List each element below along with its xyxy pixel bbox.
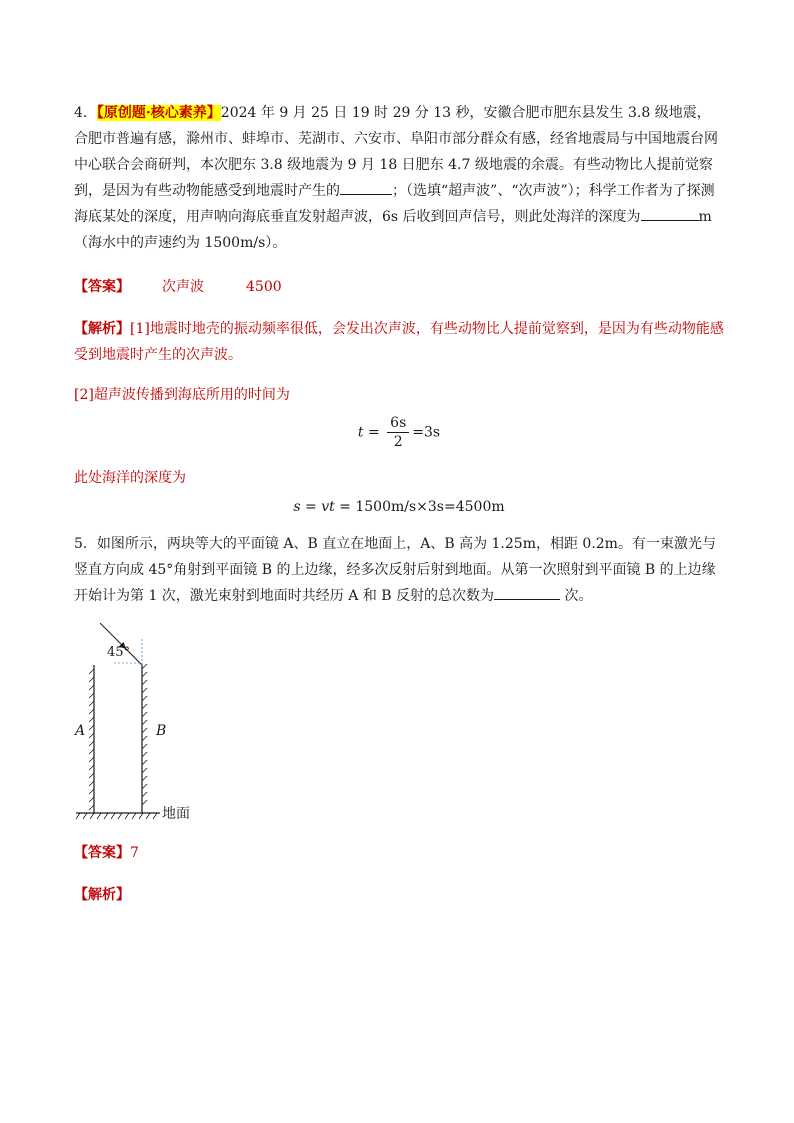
question-4-tag: 【原创题·核心素养】	[96, 105, 221, 121]
mirror-b-hatching	[142, 664, 147, 805]
mirror-diagram	[74, 623, 214, 828]
fraction-denominator: 2	[393, 434, 403, 450]
mirror-figure	[74, 623, 214, 828]
question-5-analysis	[74, 882, 724, 908]
formula-depth-variable: s	[293, 499, 301, 515]
formula-time-equals: =	[363, 424, 385, 441]
question-5-answer	[74, 842, 724, 862]
mirror-a-hatching	[89, 669, 94, 810]
answer-blank-2	[641, 204, 699, 221]
question-4-text-part1: 2024 年 9 月 25 日 19 时 29 分 13 秒，安徽合肥市肥东县发生 3.8 级地震，合肥市普遍有感，滁州市、蚌埠市、芜湖市、六安市、阜阳市部分群众有感，经省地震局与中国地震台网中心联合会商研判，本次肥东 3.8 级地震为 9 月 18 日肥东 4.7 级地震的余震。有些动物比人提前觉察到，是因为有些动物能感受到地震时产生的	[74, 105, 718, 199]
mirror-a-label: A	[75, 723, 86, 739]
formula-depth-vt: vt	[321, 499, 335, 515]
formula-time-result: =3s	[412, 424, 441, 441]
question-4-answer	[74, 276, 724, 296]
formula-depth-rest: = 1500m/s×3s=4500m	[334, 499, 505, 515]
analysis-label: 【解析】	[74, 321, 130, 337]
question-5-text-part1: 如图所示，两块等大的平面镜 A、B 直立在地面上，A、B 高为 1.25m，相距 0.2m。有一束激光与竖直方向成 45°角射到平面镜 B 的上边缘，经多次反射后射到地面。从第一次照射到平面镜 B 的上边缘开始计为第 1 次，激光束射到地面时共经历 A 和 B 反射的总次数为	[74, 536, 716, 604]
question-4	[74, 100, 724, 256]
analysis-label: 【解析】	[74, 887, 130, 903]
answer-blank-1	[340, 178, 392, 195]
document-page	[74, 100, 724, 908]
formula-depth-equals: =	[300, 499, 322, 515]
angle-label: 45°	[107, 645, 131, 660]
formula-time-variable: t	[357, 424, 364, 441]
fraction-numerator: 6s	[387, 414, 409, 433]
question-5-text-part2: 次。	[560, 588, 593, 604]
answer-value-1: 次声波	[162, 279, 204, 295]
question-4-text-part2: ；（选填“超声波”、“次声波”）；科学工作者为了探测海底某处的深度，用声呐向海底垂直发射超声波，6s 后收到回声信号，则此处海洋的深度为	[74, 183, 715, 225]
answer-label: 【答案】	[74, 845, 130, 861]
question-4-analysis-2: [2]超声波传播到海底所用的时间为	[74, 387, 290, 403]
question-5-number: 5．	[74, 536, 97, 552]
formula-time	[74, 414, 724, 451]
answer-label: 【答案】	[74, 279, 130, 295]
answer-blank-3	[494, 583, 560, 600]
answer-value: 7	[130, 845, 139, 861]
question-4-text-part3: m（海水中的声速约为 1500m/s）。	[74, 209, 712, 251]
analysis-text-1: [1]地震时地壳的振动频率很低，会发出次声波，有些动物比人提前觉察到，是因为有些动物能感受到地震时产生的次声波。	[74, 321, 724, 363]
formula-time-fraction	[387, 414, 409, 451]
question-5	[74, 531, 724, 609]
question-4-number: 4．	[74, 105, 97, 121]
answer-value-2: 4500	[246, 279, 282, 295]
formula-depth	[74, 499, 724, 515]
ground-hatching	[76, 813, 157, 819]
question-4-analysis-3: 此处海洋的深度为	[74, 470, 186, 486]
ground-label: 地面	[162, 806, 190, 822]
question-4-analysis-1	[74, 316, 724, 368]
mirror-b-label: B	[156, 723, 167, 739]
